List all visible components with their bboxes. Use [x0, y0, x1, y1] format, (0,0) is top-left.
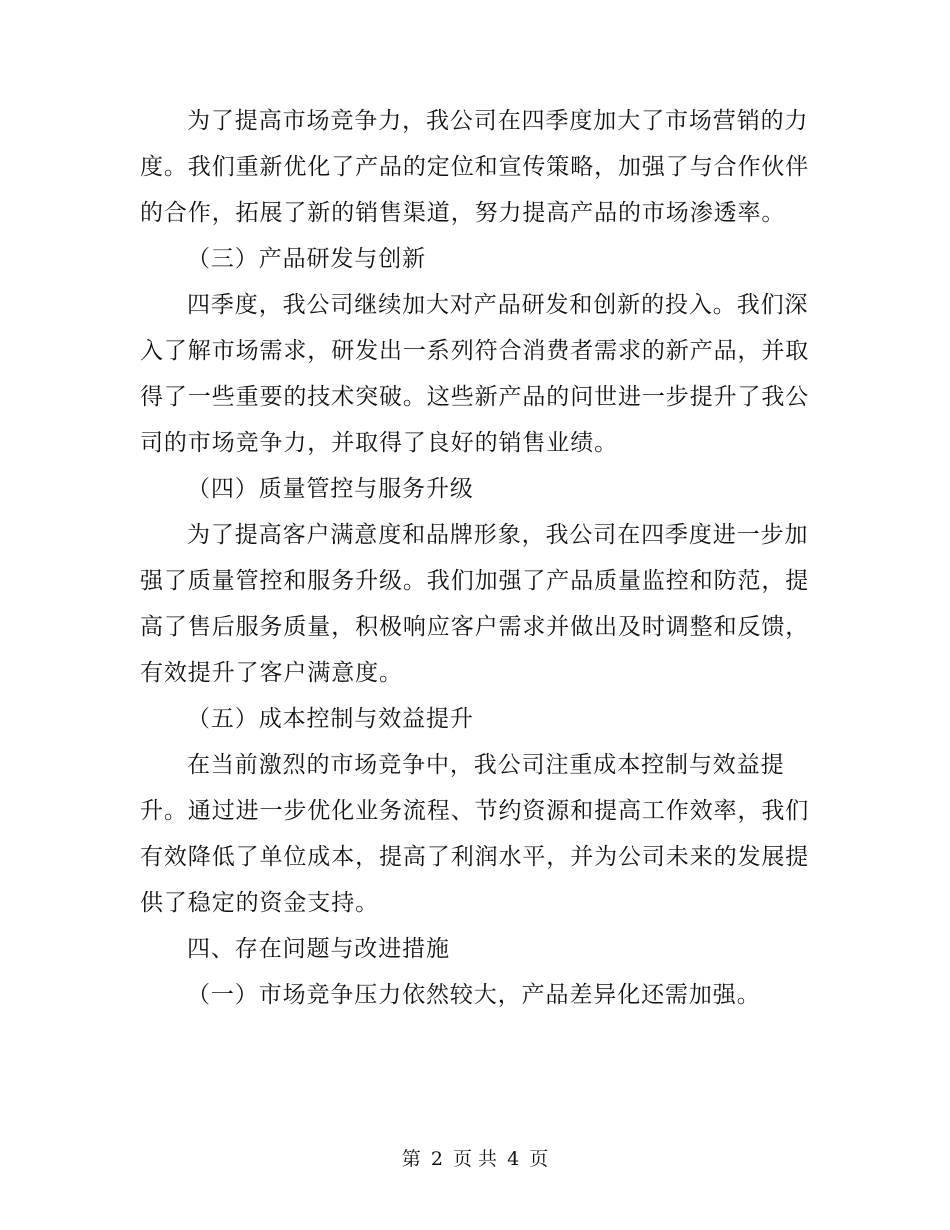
paragraph-line: 的合作，拓展了新的销售渠道，努力提高产品的市场渗透率。	[140, 200, 786, 226]
paragraph-line: 度。我们重新优化了产品的定位和宣传策略，加强了与合作伙伴	[140, 154, 810, 180]
current-page-number: 2	[430, 1148, 443, 1170]
page-number-footer	[0, 1150, 950, 1169]
paragraph-line: 升。通过进一步优化业务流程、节约资源和提高工作效率，我们	[140, 798, 810, 824]
paragraph-line: 司的市场竞争力，并取得了良好的销售业绩。	[140, 430, 618, 456]
page-label-prefix: 第	[401, 1148, 421, 1170]
section-heading: （三）产品研发与创新	[187, 246, 426, 272]
total-pages-number: 4	[507, 1148, 520, 1170]
section-heading: （四）质量管控与服务升级	[187, 476, 474, 502]
page-label-mid: 页 共	[452, 1148, 498, 1170]
paragraph-line: 高了售后服务质量，积极响应客户需求并做出及时调整和反馈，	[140, 614, 810, 640]
section-heading: （一）市场竞争压力依然较大，产品差异化还需加强。	[187, 982, 761, 1008]
paragraph-line: 有效降低了单位成本，提高了利润水平，并为公司未来的发展提	[140, 844, 810, 870]
section-heading: （五）成本控制与效益提升	[187, 706, 474, 732]
paragraph-line: 供了稳定的资金支持。	[140, 890, 379, 916]
paragraph-line: 得了一些重要的技术突破。这些新产品的问世进一步提升了我公	[140, 384, 810, 410]
paragraph-line: 为了提高市场竞争力，我公司在四季度加大了市场营销的力	[187, 108, 809, 134]
section-heading: 四、存在问题与改进措施	[187, 936, 450, 962]
paragraph-line: 强了质量管控和服务升级。我们加强了产品质量监控和防范，提	[140, 568, 810, 594]
paragraph-line: 四季度，我公司继续加大对产品研发和创新的投入。我们深	[187, 292, 809, 318]
page-label-suffix: 页	[529, 1148, 549, 1170]
paragraph-line: 为了提高客户满意度和品牌形象，我公司在四季度进一步加	[187, 522, 809, 548]
paragraph-line: 在当前激烈的市场竞争中，我公司注重成本控制与效益提	[187, 752, 785, 778]
paragraph-line: 入了解市场需求，研发出一系列符合消费者需求的新产品，并取	[140, 338, 810, 364]
paragraph-line: 有效提升了客户满意度。	[140, 660, 403, 686]
